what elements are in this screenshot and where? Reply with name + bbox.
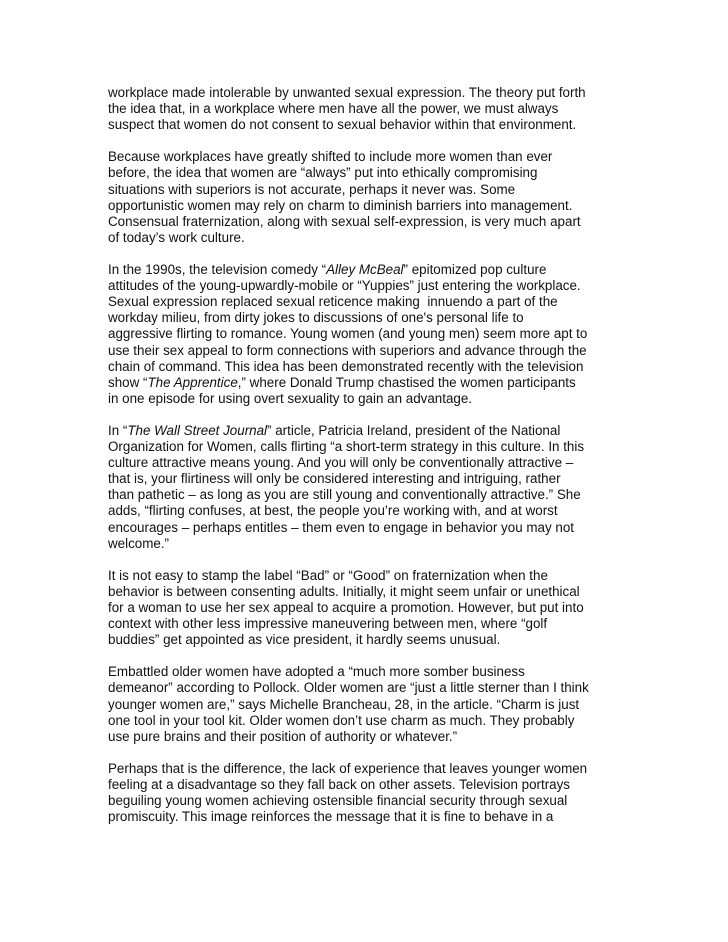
text-run: that is, your flirtiness will only be considered interesting and intriguing, rather	[108, 471, 561, 487]
paragraph	[108, 568, 628, 648]
text-run: In the 1990s, the television comedy “	[108, 262, 327, 278]
document-page	[108, 85, 628, 841]
text-line	[108, 101, 628, 117]
paragraph	[108, 664, 628, 744]
text-run: behavior is between consenting adults. Initially, it might seem unfair or unethical	[108, 583, 580, 599]
text-run: promiscuity. This image reinforces the message that it is fine to behave in a	[108, 809, 554, 825]
text-line	[108, 149, 628, 165]
text-line	[108, 310, 628, 326]
text-line	[108, 616, 628, 632]
text-run: Consensual fraternization, along with sexual self-expression, is very much apart	[108, 213, 581, 229]
text-line	[108, 326, 628, 342]
text-line	[108, 182, 628, 198]
text-line	[108, 455, 628, 471]
text-run: ,” where Donald Trump chastised the women participants	[237, 374, 576, 390]
text-line	[108, 809, 628, 825]
text-run: situations with superiors is not accurate, perhaps it never was. Some	[108, 181, 516, 197]
text-run: buddies” get appointed as vice president, it hardly seems unusual.	[108, 632, 501, 648]
italic-title: Alley McBeal	[326, 262, 404, 278]
text-line	[108, 278, 628, 294]
text-run: opportunistic women may rely on charm to diminish barriers into management.	[108, 197, 573, 213]
text-line	[108, 632, 628, 648]
text-line	[108, 85, 628, 101]
text-line	[108, 729, 628, 745]
text-line	[108, 568, 628, 584]
text-run: in one episode for using overt sexuality to gain an advantage.	[108, 390, 473, 406]
text-run: for a woman to use her sex appeal to acquire a promotion. However, but put into	[108, 600, 584, 615]
text-line	[108, 359, 628, 375]
text-line	[108, 165, 628, 181]
text-run: It is not easy to stamp the label “Bad” or “Good” on fraternization when the	[108, 567, 548, 583]
paragraph	[108, 423, 628, 552]
text-run: aggressive flirting to romance. Young women (and young men) seem more apt to	[108, 326, 588, 342]
text-run: chain of command. This idea has been demonstrated recently with the television	[108, 358, 584, 374]
text-run: of today’s work culture.	[108, 229, 245, 245]
text-run: workplace made intolerable by unwanted sexual expression. The theory put forth	[108, 85, 586, 100]
text-run: Embattled older women have adopted a “much more somber business	[108, 664, 525, 680]
text-line	[108, 198, 628, 214]
text-run: one tool in your tool kit. Older women don’t use charm as much. They probably	[108, 712, 575, 728]
text-line	[108, 214, 628, 230]
text-run: the idea that, in a workplace where men have all the power, we must always	[108, 101, 559, 117]
text-line	[108, 793, 628, 809]
text-line	[108, 343, 628, 359]
text-line	[108, 584, 628, 600]
text-line	[108, 713, 628, 729]
text-run: Perhaps that is the difference, the lack of experience that leaves younger women	[108, 760, 588, 776]
text-line	[108, 375, 628, 391]
text-line	[108, 391, 628, 407]
text-line	[108, 117, 628, 133]
text-run: Organization for Women, calls flirting “a short-term strategy in this culture. In this	[108, 439, 585, 455]
text-run: feeling at a disadvantage so they fall back on other assets. Television portrays	[108, 777, 571, 793]
text-run: welcome.”	[108, 535, 170, 551]
text-line	[108, 520, 628, 536]
paragraph	[108, 85, 628, 133]
text-line	[108, 439, 628, 455]
text-run: ” epitomized pop culture	[403, 262, 547, 278]
text-run: Sexual expression replaced sexual reticence making innuendo a part of the	[108, 294, 558, 310]
text-line	[108, 680, 628, 696]
text-line	[108, 471, 628, 487]
text-run: use pure brains and their position of authority or whatever.”	[108, 728, 458, 744]
text-line	[108, 230, 628, 246]
italic-title: The Wall Street Journal	[127, 422, 268, 438]
text-line	[108, 536, 628, 552]
text-run: adds, “flirting confuses, at best, the people you’re working with, and at worst	[108, 503, 558, 519]
text-line	[108, 664, 628, 680]
text-run: before, the idea that women are “always” put into ethically compromising	[108, 165, 538, 181]
text-run: beguiling young women achieving ostensible financial security through sexual	[108, 793, 568, 809]
text-run: culture attractive means young. And you will only be conventionally attractive –	[108, 455, 574, 471]
text-line	[108, 294, 628, 310]
text-run: younger women are,” says Michelle Brancheau, 28, in the article. “Charm is just	[108, 696, 580, 712]
text-line	[108, 761, 628, 777]
text-run: context with other less impressive maneuvering between men, where “golf	[108, 616, 548, 632]
text-run: encourages – perhaps entitles – them even to engage in behavior you may not	[108, 519, 575, 535]
text-run: Because workplaces have greatly shifted to include more women than ever	[108, 149, 553, 165]
text-run: than pathetic – as long as you are still young and conventionally attractive.” She	[108, 487, 581, 503]
text-run: demeanor” according to Pollock. Older women are “just a little sterner than I think	[108, 680, 589, 696]
text-run: workday milieu, from dirty jokes to discussions of one's personal life to	[108, 310, 524, 326]
text-run: attitudes of the young-upwardly-mobile or “Yuppies” just entering the workplace.	[108, 278, 581, 294]
text-run: In “	[108, 422, 128, 438]
paragraph	[108, 262, 628, 407]
text-line	[108, 423, 628, 439]
text-line	[108, 503, 628, 519]
paragraph	[108, 149, 628, 246]
text-line	[108, 697, 628, 713]
text-run: suspect that women do not consent to sexual behavior within that environment.	[108, 117, 577, 133]
text-line	[108, 487, 628, 503]
text-run: ” article, Patricia Ireland, president of the National	[267, 422, 561, 438]
text-run: show “	[108, 374, 148, 390]
text-line	[108, 262, 628, 278]
text-line	[108, 777, 628, 793]
text-line	[108, 600, 628, 616]
italic-title: The Apprentice	[147, 374, 238, 390]
paragraph	[108, 761, 628, 825]
text-run: use their sex appeal to form connections with superiors and advance through the	[108, 342, 587, 358]
